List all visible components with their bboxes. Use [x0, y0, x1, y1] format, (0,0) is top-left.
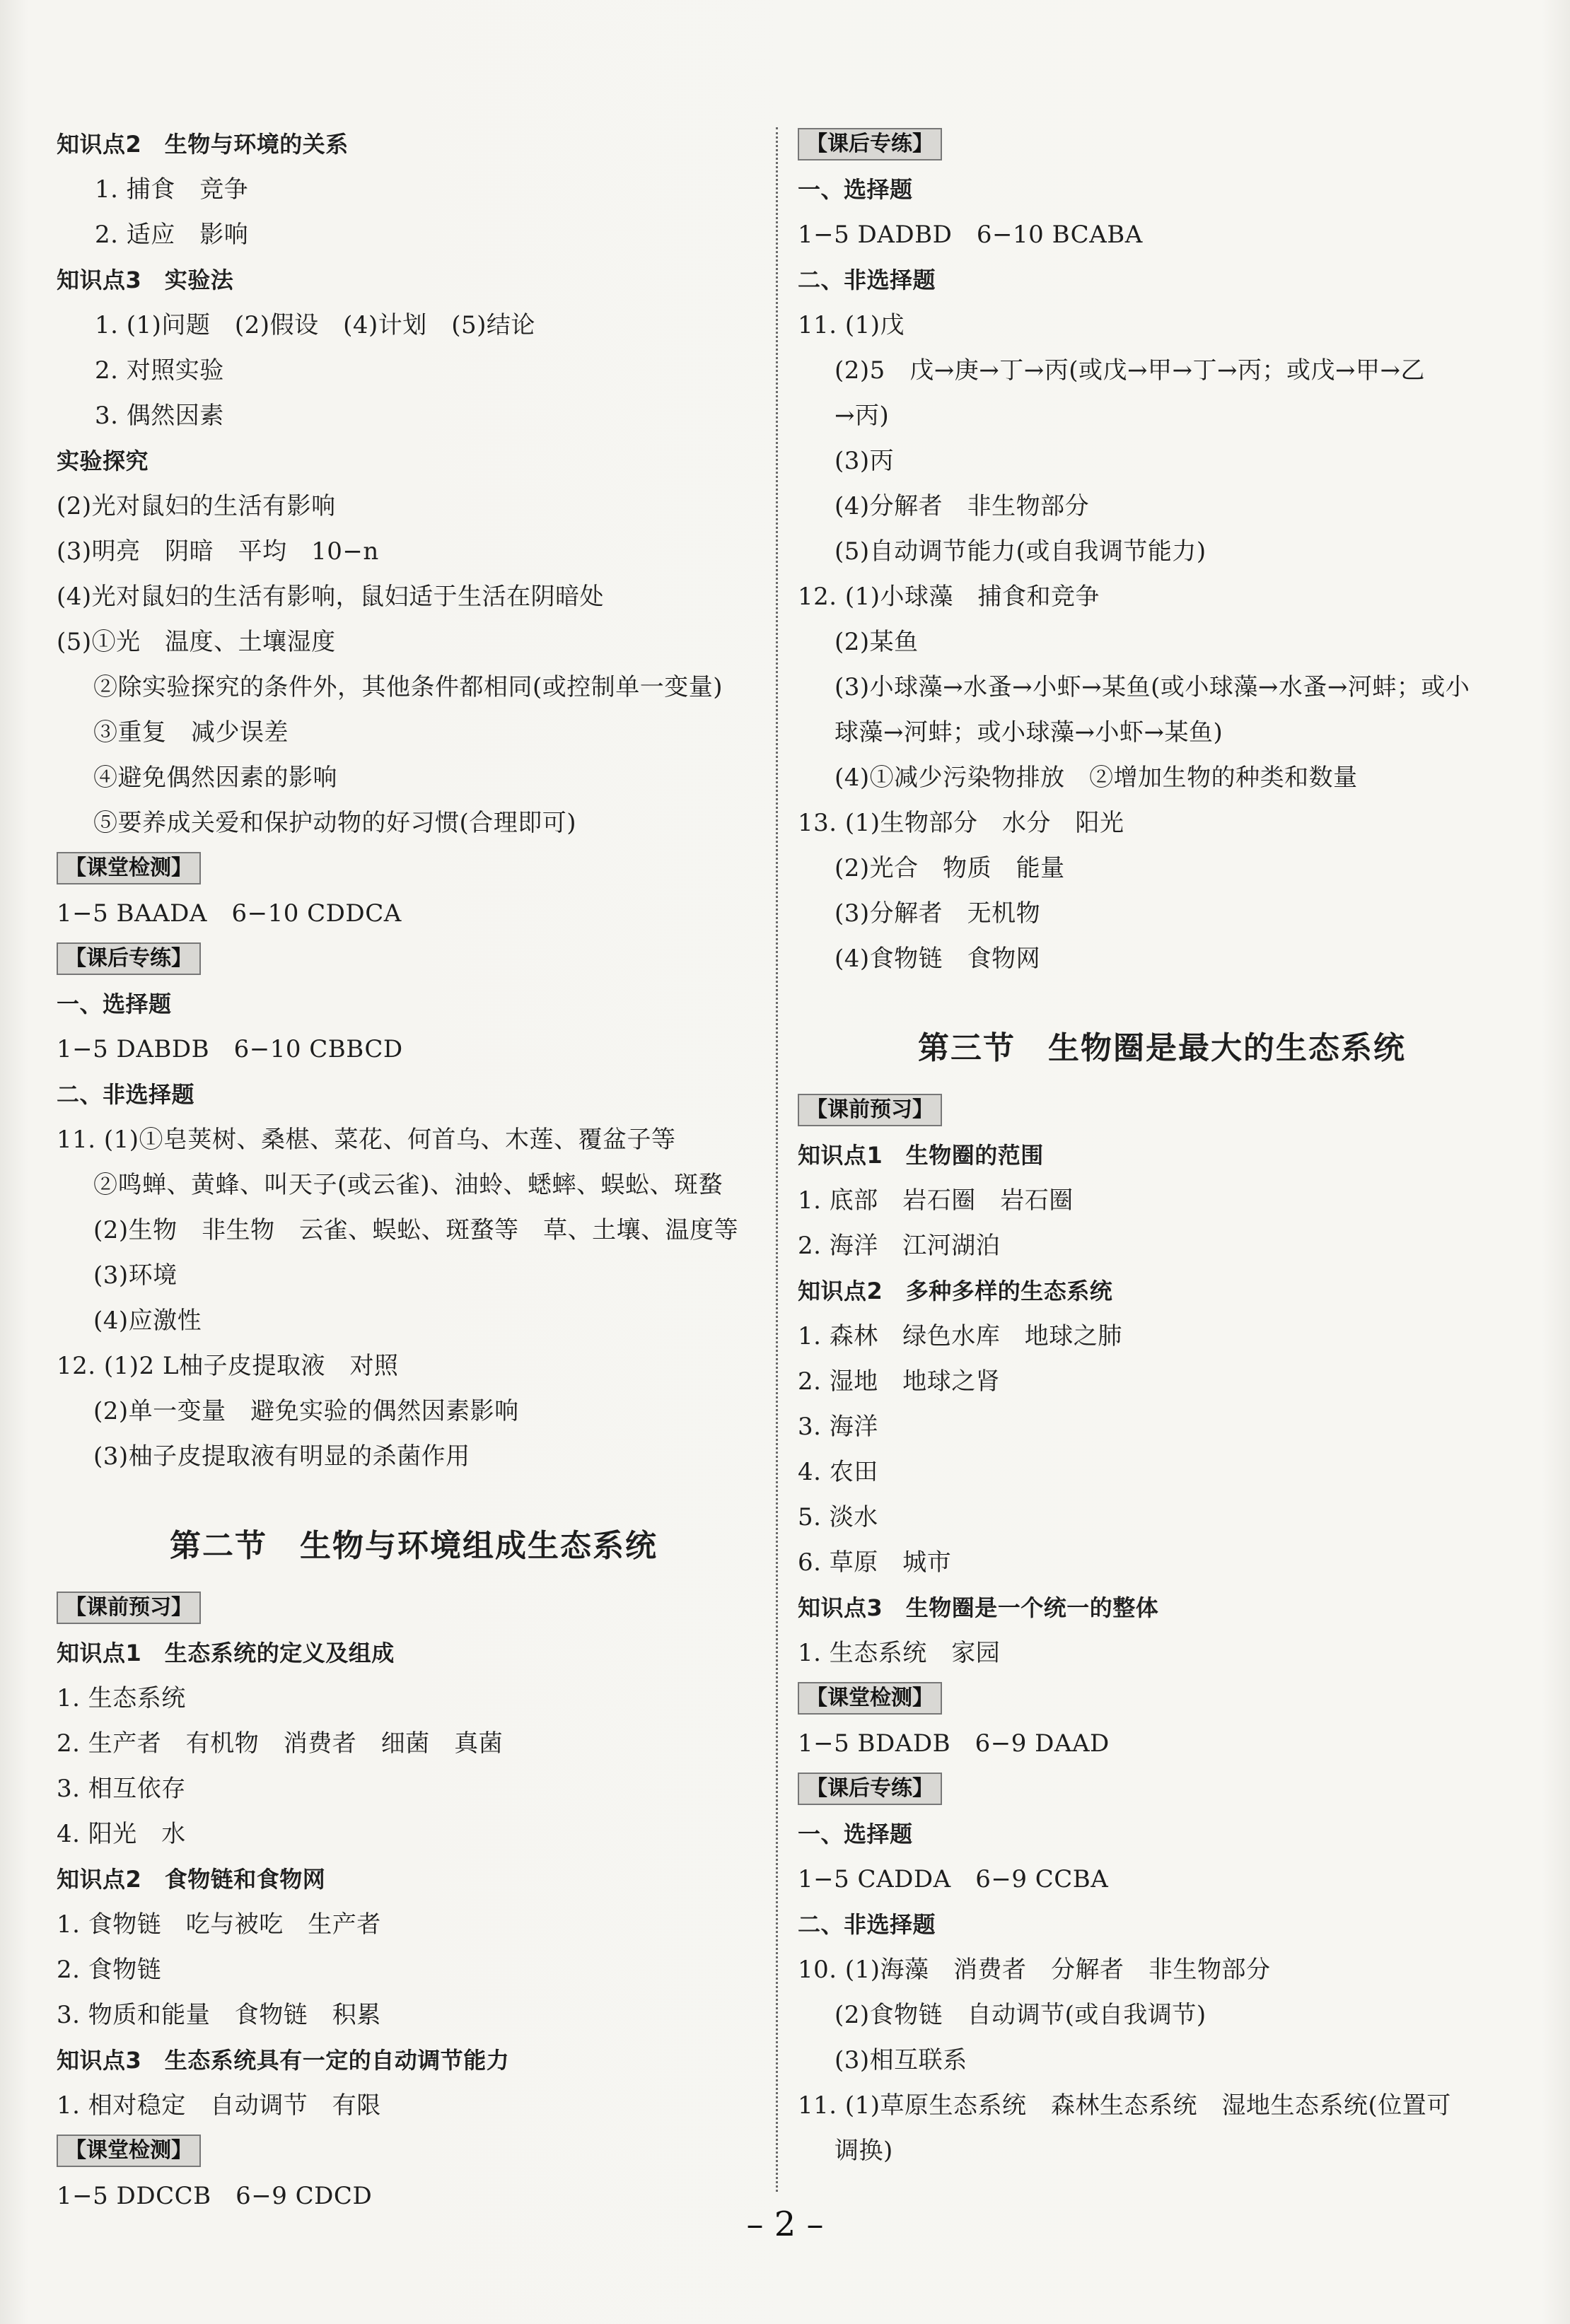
answer-line: 11. (1)草原生态系统 森林生态系统 湿地生态系统(位置可: [798, 2091, 1451, 2120]
after-class-tag: 【课后专练】: [798, 128, 942, 160]
answer-line: 13. (1)生物部分 水分 阳光: [798, 809, 1124, 837]
answer-line: (3)小球藻→水蚤→小虾→某鱼(或小球藻→水蚤→河蚌；或小: [835, 673, 1470, 701]
answer-line: 6. 草原 城市: [798, 1548, 952, 1577]
kp2-heading: 知识点2 食物链和食物网: [57, 1866, 326, 1893]
choice-heading: 一、选择题: [798, 1821, 913, 1847]
answer-line: (4)①减少污染物排放 ②增加生物的种类和数量: [835, 764, 1358, 792]
answer-line: 1−5 BDADB 6−9 DAAD: [798, 1729, 1110, 1758]
answer-line: 3. 海洋: [798, 1413, 878, 1441]
answer-line: ③重复 减少误差: [93, 718, 289, 747]
answer-line: (2)单一变量 避免实验的偶然因素影响: [93, 1397, 519, 1425]
answer-line: (5)自动调节能力(或自我调节能力): [835, 537, 1206, 566]
answer-line: 1. 森林 绿色水库 地球之肺: [798, 1322, 1122, 1350]
answer-line: (2)生物 非生物 云雀、蜈蚣、斑蝥等 草、土壤、温度等: [93, 1216, 739, 1244]
class-check-tag: 【课堂检测】: [57, 2135, 201, 2167]
answer-line: 1. 生态系统 家园: [798, 1639, 1001, 1667]
answer-line: 2. 适应 影响: [95, 221, 249, 249]
choice-heading: 一、选择题: [798, 176, 913, 203]
answer-line: 2. 生产者 有机物 消费者 细菌 真菌: [57, 1729, 504, 1758]
answer-line: ④避免偶然因素的影响: [93, 764, 337, 792]
answer-line: (4)应激性: [93, 1307, 202, 1335]
nonchoice-heading: 二、非选择题: [798, 1911, 936, 1938]
after-class-tag: 【课后专练】: [798, 1773, 942, 1805]
answer-line: 2. 食物链: [57, 1956, 162, 1984]
answer-line: (2)光合 物质 能量: [835, 854, 1065, 882]
answer-line: ②除实验探究的条件外，其他条件都相同(或控制单一变量): [93, 673, 723, 701]
answer-line: (3)丙: [835, 447, 895, 475]
answer-line: (2)某鱼: [835, 628, 919, 656]
answer-line: (3)明亮 阴暗 平均 10−n: [57, 537, 379, 566]
answer-line: 12. (1)小球藻 捕食和竞争: [798, 583, 1100, 611]
answer-line: (2)食物链 自动调节(或自我调节): [835, 2001, 1206, 2029]
answer-line: (3)相互联系: [835, 2046, 967, 2074]
answer-line: 1. 食物链 吃与被吃 生产者: [57, 1910, 381, 1939]
answer-line: 1−5 CADDA 6−9 CCBA: [798, 1865, 1109, 1893]
kp2-heading: 知识点2 多种多样的生态系统: [798, 1278, 1113, 1304]
choice-heading: 一、选择题: [57, 991, 172, 1017]
answer-line: 调换): [835, 2137, 893, 2165]
answer-line: (3)柚子皮提取液有明显的杀菌作用: [93, 1442, 470, 1471]
kp1-heading: 知识点1 生物圈的范围: [798, 1142, 1044, 1169]
nonchoice-heading: 二、非选择题: [57, 1081, 195, 1108]
answer-line: 2. 湿地 地球之肾: [798, 1367, 1001, 1396]
answer-line: 3. 相互依存: [57, 1775, 186, 1803]
class-check-tag: 【课堂检测】: [798, 1682, 942, 1715]
answer-line: (4)食物链 食物网: [835, 945, 1041, 973]
answer-line: (4)分解者 非生物部分: [835, 492, 1090, 520]
answer-line: →丙): [835, 402, 890, 430]
answer-line: (3)分解者 无机物: [835, 899, 1041, 928]
answer-line: 1. 底部 岩石圈 岩石圈: [798, 1186, 1074, 1215]
section-3-title: 第三节 生物圈是最大的生态系统: [918, 1030, 1406, 1066]
section-2-title: 第二节 生物与环境组成生态系统: [170, 1528, 658, 1564]
answer-line: 5. 淡水: [798, 1503, 878, 1531]
answer-line: ⑤要养成关爱和保护动物的好习惯(合理即可): [93, 809, 577, 837]
class-check-tag: 【课堂检测】: [57, 852, 201, 884]
answer-line: 1−5 BAADA 6−10 CDDCA: [57, 899, 402, 928]
nonchoice-heading: 二、非选择题: [798, 267, 936, 293]
left-column: [57, 122, 771, 2219]
kp3-heading: 知识点3 实验法: [57, 267, 234, 293]
answer-line: (2)光对鼠妇的生活有影响: [57, 492, 336, 520]
kp2-heading: 知识点2 生物与环境的关系: [57, 131, 349, 158]
kp1-heading: 知识点1 生态系统的定义及组成: [57, 1640, 395, 1666]
answer-line: 3. 偶然因素: [95, 402, 224, 430]
answer-line: 球藻→河蚌；或小球藻→小虾→某鱼): [835, 718, 1223, 747]
after-class-tag: 【课后专练】: [57, 942, 201, 975]
answer-line: 10. (1)海藻 消费者 分解者 非生物部分: [798, 1956, 1271, 1984]
answer-line: 1. 相对稳定 自动调节 有限: [57, 2091, 381, 2120]
answer-line: 4. 农田: [798, 1458, 878, 1486]
answer-line: 4. 阳光 水: [57, 1820, 186, 1848]
answer-line: 12. (1)2 L柚子皮提取液 对照: [57, 1352, 399, 1380]
answer-line: 3. 物质和能量 食物链 积累: [57, 2001, 381, 2029]
preview-tag: 【课前预习】: [798, 1094, 942, 1126]
answer-line: 11. (1)戊: [798, 311, 905, 339]
answer-line: 1. 生态系统: [57, 1684, 186, 1712]
column-divider: [776, 127, 778, 2192]
right-column: [798, 122, 1526, 2173]
answer-line: (5)①光 温度、土壤湿度: [57, 628, 336, 656]
answer-line: 1−5 DDCCB 6−9 CDCD: [57, 2182, 373, 2210]
kp3-heading: 知识点3 生态系统具有一定的自动调节能力: [57, 2047, 510, 2074]
answer-line: 1−5 DABDB 6−10 CBBCD: [57, 1035, 403, 1063]
page-number: – 2 –: [746, 2205, 824, 2244]
answer-line: 2. 对照实验: [95, 356, 224, 385]
answer-line: 2. 海洋 江河湖泊: [798, 1232, 1001, 1260]
answer-line: 1. (1)问题 (2)假设 (4)计划 (5)结论: [95, 311, 535, 339]
answer-line: (2)5 戊→庚→丁→丙(或戊→甲→丁→丙；或戊→甲→乙: [835, 356, 1425, 385]
answer-line: (3)环境: [93, 1261, 178, 1290]
answer-line: 11. (1)①皂荚树、桑椹、菜花、何首乌、木莲、覆盆子等: [57, 1126, 676, 1154]
kp3-heading: 知识点3 生物圈是一个统一的整体: [798, 1594, 1159, 1621]
explore-heading: 实验探究: [57, 448, 149, 474]
answer-line: (4)光对鼠妇的生活有影响，鼠妇适于生活在阴暗处: [57, 583, 605, 611]
preview-tag: 【课前预习】: [57, 1592, 201, 1624]
answer-line: 1−5 DADBD 6−10 BCABA: [798, 221, 1143, 249]
answer-line: ②鸣蝉、黄蜂、叫天子(或云雀)、油蛉、蟋蟀、蜈蚣、斑蝥: [93, 1171, 723, 1199]
answer-line: 1. 捕食 竞争: [95, 175, 249, 204]
